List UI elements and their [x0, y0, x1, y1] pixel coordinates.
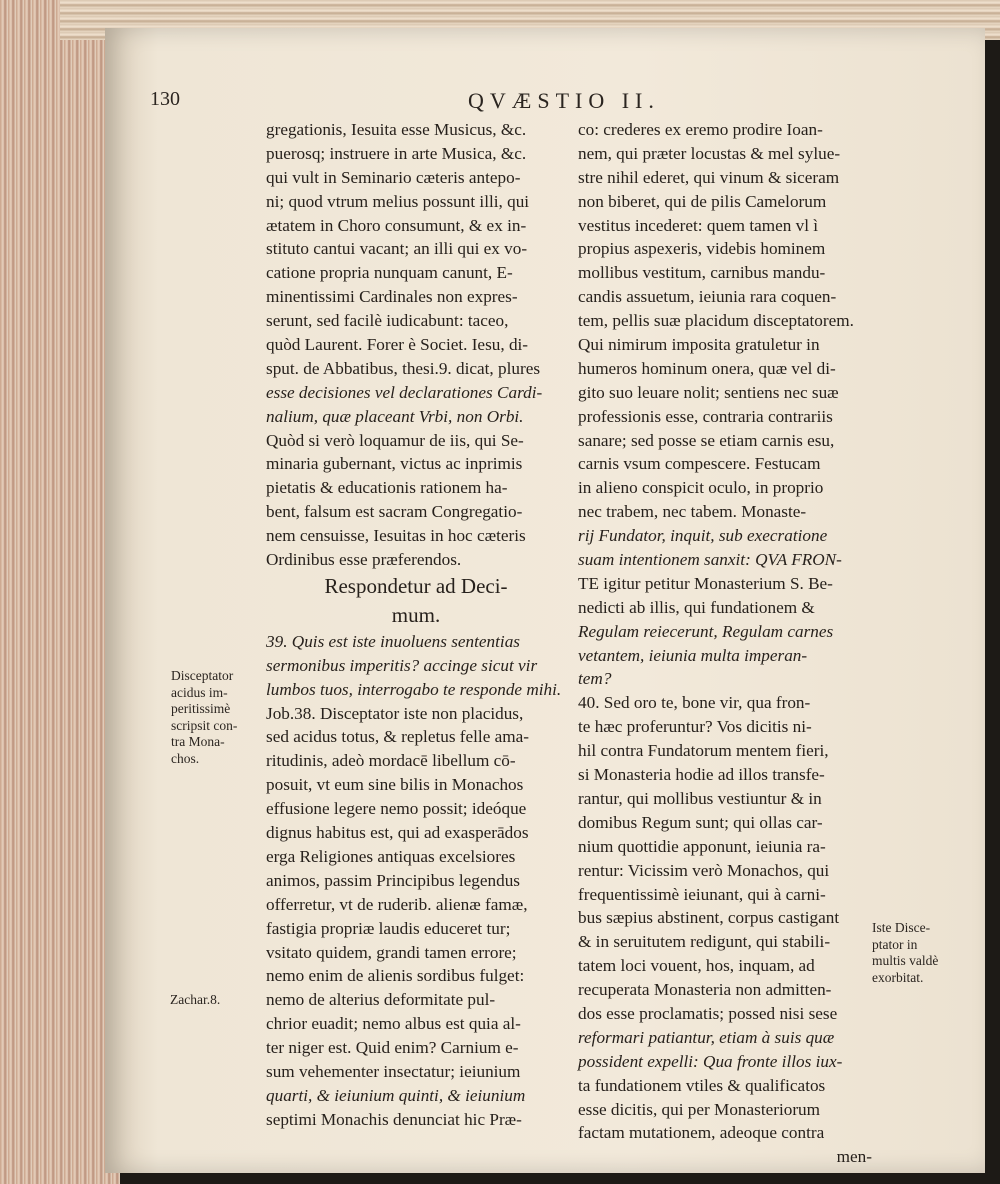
margin-note-left — [171, 668, 261, 767]
text-line: TE igitur petitur Monasterium S. Be- — [578, 573, 833, 593]
text-line: pietatis & educationis rationem ha- — [266, 478, 508, 498]
text-line: ætatem in Choro consumunt, & ex in- — [266, 215, 527, 235]
margin-note-line: acidus im- — [171, 684, 228, 700]
text-line: serunt, sed facilè iudicabunt: taceo, — [266, 311, 509, 331]
text-line: rentur: Vicissim verò Monachos, qui — [578, 860, 830, 880]
text-line: nemo enim de alienis sordibus fulget: — [266, 966, 525, 986]
text-line: sanare; sed posse se etiam carnis esu, — [578, 430, 835, 450]
catchword: men- — [836, 1147, 872, 1167]
text-line: Job.38. Disceptator iste non placidus, — [266, 703, 524, 723]
section-heading: mum. — [391, 602, 441, 627]
margin-note-line: exorbitat. — [872, 969, 924, 985]
text-line: puerosq; instruere in arte Musica, &c. — [266, 143, 527, 163]
text-line: offerretur, vt de ruderib. alienæ famæ, — [266, 894, 528, 914]
text-line: domibus Regum sunt; qui ollas car- — [578, 812, 823, 832]
text-line: possident expelli: Qua fronte illos iux- — [578, 1051, 843, 1071]
text-line: erga Religiones antiquas excelsiores — [266, 846, 516, 866]
text-line: recuperata Monasteria non admitten- — [578, 980, 832, 1000]
text-line: sput. de Abbatibus, thesi.9. dicat, plures — [266, 358, 541, 378]
margin-note-line: multis valdè — [872, 953, 939, 968]
text-line: ter niger est. Quid enim? Carnium e- — [266, 1038, 519, 1058]
book-fore-edge — [0, 0, 120, 1184]
text-line: bus sæpius abstinent, corpus castigant — [578, 908, 840, 928]
text-line: dignus habitus est, qui ad exasperādos — [266, 823, 529, 843]
text-line: stre nihil ederet, qui vinum & siceram — [578, 167, 840, 187]
text-line: suam intentionem sanxit: QVA FRON- — [578, 550, 842, 570]
text-line: reformari patiantur, etiam à suis quæ — [578, 1027, 835, 1047]
margin-note-line: Iste Disce- — [872, 920, 931, 935]
text-line: dos esse proclamatis; possed nisi sese — [578, 1003, 838, 1023]
text-line: frequentissimè ieiunant, qui à carni- — [578, 884, 826, 904]
text-line: fastigia propriæ laudis educeret tur; — [266, 918, 511, 938]
margin-note-line: Zachar.8. — [170, 992, 221, 1007]
text-line: vsitato quidem, grandi tamen errore; — [266, 942, 517, 962]
right-column — [578, 118, 878, 1169]
text-line: & in seruitutem redigunt, qui stabili- — [578, 932, 831, 952]
text-line: qui vult in Seminario cæteris antepo- — [266, 167, 521, 187]
text-line: nec trabem, nec tabem. Monaste- — [578, 502, 807, 522]
text-line: te hæc proferuntur? Vos dicitis ni- — [578, 717, 812, 737]
text-line: sed acidus totus, & repletus felle ama- — [266, 727, 529, 747]
text-line: rantur, qui mollibus vestiuntur & in — [578, 788, 822, 808]
left-column — [266, 118, 566, 1132]
text-line: 40. Sed oro te, bone vir, qua fron- — [578, 693, 811, 713]
text-line: Quòd si verò loquamur de iis, qui Se- — [266, 430, 524, 450]
text-line: catione propria nunquam canunt, E- — [266, 263, 513, 283]
text-line: ta fundationem vtiles & qualificatos — [578, 1075, 826, 1095]
margin-note-line: tra Mona- — [171, 734, 225, 749]
text-line: professionis esse, contraria contrariis — [578, 406, 833, 426]
text-line: ni; quod vtrum melius possunt illi, qui — [266, 191, 530, 211]
margin-note-reference — [170, 992, 260, 1009]
text-line: nedicti ab illis, qui fundationem & — [578, 597, 815, 617]
page-header — [150, 88, 750, 114]
text-line: si Monasteria hodie ad illos transfe- — [578, 765, 825, 785]
text-line: in alieno conspicit oculo, in proprio — [578, 478, 824, 498]
text-line: nalium, quæ placeant Vrbi, non Orbi. — [266, 406, 524, 426]
text-line: gito suo leuare nolit; sentiens nec suæ — [578, 382, 839, 402]
text-line: minentissimi Cardinales non expres- — [266, 287, 518, 307]
text-line: stituto cantui vacant; an illi qui ex vo- — [266, 239, 528, 259]
text-line: vetantem, ieiunia multa imperan- — [578, 645, 808, 665]
text-line: rij Fundator, inquit, sub execratione — [578, 526, 828, 546]
text-line: ritudinis, adeò mordacē libellum cō- — [266, 751, 516, 771]
margin-note-line: chos. — [171, 750, 200, 766]
text-line: chrior euadit; nemo albus est quia al- — [266, 1014, 521, 1034]
text-line: quòd Laurent. Forer è Societ. Iesu, di- — [266, 335, 529, 355]
text-line: animos, passim Principibus legendus — [266, 870, 520, 890]
text-line: esse dicitis, qui per Monasteriorum — [578, 1099, 821, 1119]
text-line: tem? — [578, 669, 612, 689]
text-line: humeros hominum onera, quæ vel di- — [578, 358, 836, 378]
text-line: candis assuetum, ieiunia rara coquen- — [578, 287, 837, 307]
margin-note-line: ptator in — [872, 936, 918, 952]
text-line: nem, qui præter locustas & mel sylue- — [578, 143, 841, 163]
text-line: carnis vsum compescere. Festucam — [578, 454, 821, 474]
text-line: effusione legere nemo possit; ideóque — [266, 799, 527, 819]
margin-note-line: Disceptator — [171, 668, 234, 683]
text-line: bent, falsum est sacram Congregatio- — [266, 502, 523, 522]
text-line: factam mutationem, adeoque contra — [578, 1123, 825, 1143]
text-line: nemo de alterius deformitate pul- — [266, 990, 496, 1010]
page-number: 130 — [150, 88, 180, 110]
text-line: minaria gubernant, victus ac inprimis — [266, 454, 523, 474]
text-line: tem, pellis suæ placidum disceptatorem. — [578, 311, 854, 331]
text-line: hil contra Fundatorum mentem fieri, — [578, 741, 829, 761]
text-line: lumbos tuos, interrogabo te responde mihi. — [266, 679, 562, 699]
text-line: mollibus vestitum, carnibus mandu- — [578, 263, 826, 283]
text-line: septimi Monachis denunciat hic Præ- — [266, 1109, 522, 1129]
text-line: non biberet, qui de pilis Camelorum — [578, 191, 827, 211]
text-line: sermonibus imperitis? accinge sicut vir — [266, 655, 538, 675]
text-line: nium quottidie apponunt, ieiunia ra- — [578, 836, 826, 856]
text-line: sum vehementer insectatur; ieiunium — [266, 1061, 521, 1081]
text-line: quarti, & ieiunium quinti, & ieiunium — [266, 1085, 526, 1105]
text-line: propius aspexeris, videbis hominem — [578, 239, 826, 259]
text-line: gregationis, Iesuita esse Musicus, &c. — [266, 120, 527, 139]
text-line: posuit, vt eum sine bilis in Monachos — [266, 775, 524, 795]
text-line: nem censuisse, Iesuitas in hoc cæteris — [266, 526, 526, 546]
text-line: co: crederes ex eremo prodire Ioan- — [578, 120, 823, 139]
text-line: 39. Quis est iste inuoluens sententias — [266, 631, 520, 651]
section-heading: Respondetur ad Deci- — [324, 573, 508, 598]
text-line: tatem loci vouent, hos, inquam, ad — [578, 956, 815, 976]
running-head: QVÆSTIO II. — [468, 88, 660, 113]
text-line: vestitus incederet: quem tamen vl ì — [578, 215, 819, 235]
text-line: Qui nimirum imposita gratuletur in — [578, 335, 820, 355]
margin-note-right — [872, 920, 982, 986]
text-line: Regulam reiecerunt, Regulam carnes — [578, 621, 834, 641]
text-line: Ordinibus esse præferendos. — [266, 550, 462, 570]
text-line: esse decisiones vel declarationes Cardi- — [266, 382, 543, 402]
margin-note-line: peritissimè — [171, 701, 231, 716]
margin-note-line: scripsit con- — [171, 717, 238, 733]
